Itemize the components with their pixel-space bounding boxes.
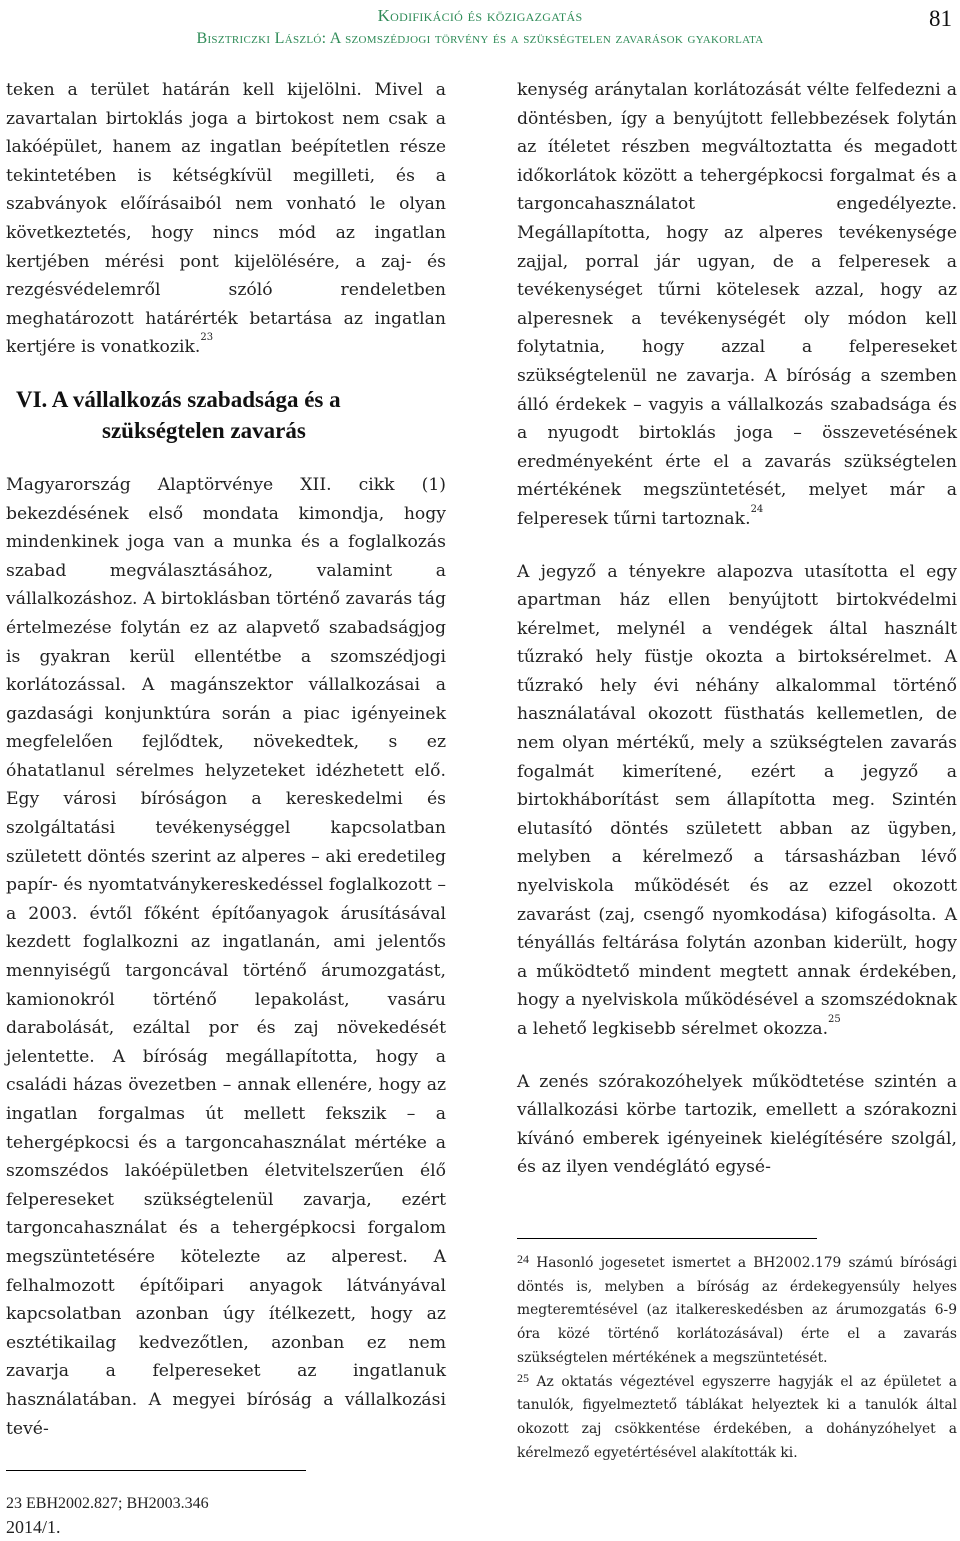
- footnote-25-text: Az oktatás végeztével egyszerre hagyják el az épületet a tanulók, figyelmeztető táblákat helyeztek ki a tanulók által okozott zaj csökkentése érdekében, a dohányzóhelyet a kérelmező egyetértésével alakították ki.: [517, 1373, 957, 1461]
- footnote-25-number: 25: [517, 1370, 529, 1385]
- journal-title: Kodifikáció és közigazgatás: [377, 6, 583, 25]
- footnote-25: [517, 1371, 957, 1466]
- article-title: Bisztriczki László: A szomszédjogi törvény és a szükségtelen zavarások gyakorlata: [196, 30, 764, 47]
- left-paragraph-1: [6, 76, 446, 362]
- right-paragraph-2-text: A jegyző a tényekre alapozva utasította el egy apartman ház ellen benyújtott birtokvédelmi kérelmet, melynél a vendégek által használt tűzrakó hely füstje okozta a birtoksérelmet. A tűzrakó hely évi néhány alkalommal történő használatával okozott füsthatás kellemetlen, de nem olyan mértékű, mely a szükségtelen zavarás fogalmát kimerítené, ezért a jegyző a birtokháborítást sem állapította meg. Szintén elutasító döntés született abban az ügyben, melyben a kérelmező a társasházban lévő nyelviskola működését és az ezzel okozott zavarást (zaj, csengő nyomkodása) kifogásolta. A tényállás feltárása folytán azonban kiderült, hogy a működtető mindent megtett annak érdekében, hogy a nyelviskola működésével a szomszédoknak a lehető legkisebb sérelmet okozza.: [517, 561, 957, 1039]
- left-paragraph-1-text: teken a terület határán kell kijelölni. Mivel a zavartalan birtoklás joga a birtokost nem csak a lakóépület, hanem az ingatlan beépítetlen része tekintetében is kétségkívül megilleti, és a szabványok előírásaiból nem vonható le olyan következtetés, hogy nincs mód az ingatlan kertjében mérési pont kijelölésére, a zaj- és rezgésvédelemről szóló rendeletben meghatározott határérték betartása az ingatlan kertjére is vonatkozik.: [6, 80, 446, 358]
- section-heading-line-2: szükségtelen zavarás: [102, 417, 306, 443]
- right-paragraph-1: [517, 76, 957, 534]
- footnote-24-text: Hasonló jogesetet ismertet a BH2002.179 számú bírósági döntés is, melyben a bíróság az érdekegyensúly helyes megteremtésével (az italkereskedésben az árumozgatás 6-9 óra közé történő korlátozásával) érte el a zavarás szükségtelen mértékének a megszüntetését.: [517, 1255, 957, 1366]
- section-heading-line-1: VI. A vállalkozás szabadsága és a: [16, 386, 341, 412]
- right-paragraph-1-text: kenység aránytalan korlátozását vélte felfedezni a döntésben, így a benyújtott fellebbezések folytán az ítéletet részben megváltoztatta és megadott időkorlátok között a tehergépkocsi forgalmat és a targoncahasználatot engedélyezte. Megállapította, hogy az alperes tevékenysége zajjal, porral jár ugyan, de a felperesek a tevékenységet tűrni kötelesek azzal, hogy az alperesnek a tevékenységét oly módon kell folytatnia, hogy azzal a felpereseket szükségtelenül ne zavarja. A bíróság a szemben álló érdekek – vagyis a vállalkozás szabadsága és a nyugodt birtoklás joga – összevetésének eredményeként érte el a zavarás szükségtelen mértékének megszüntetését, melyet már a felperesek tűrni tartoznak.: [517, 80, 957, 529]
- left-column: [6, 76, 446, 1443]
- footnote-24-number: 24: [517, 1252, 529, 1266]
- footnote-separator-right: [517, 1238, 817, 1239]
- footnote-ref-25[interactable]: 25: [828, 1014, 841, 1025]
- paragraph-gap: [517, 534, 957, 558]
- left-paragraph-2: Magyarország Alaptörvénye XII. cikk (1) bekezdésének első mondata kimondja, hogy mindenkinek joga van a munka és a foglalkozás szabad megválasztásához, valamint a vállalkozáshoz. A birtoklásban történő zavarás tág értelmezése folytán ez az alapvető szabadságjog is gyakran kerül ellentétbe a szomszédjogi korlátozással. A magánszektor vállalkozásai a gazdasági konjunktúra során a piac igényeinek megfelelően fejlődtek, növekedtek, s ez óhatatlanul sérelmes helyzeteket idézhetett elő. Egy városi bíróságon a kereskedelmi és szolgáltatási tevékenységgel kapcsolatban született döntés szerint az alperes – aki eredetileg papír- és nyomtatványkereskedéssel foglalkozott – a 2003. évtől főként építőanyagok árusításával kezdett foglalkozni az ingatlanán, ami jelentős mennyiségű targoncával történő árumozgatást, kamionokról történő lepakolást, vasáru darabolását, ezáltal por és zaj növekedését jelentette. A bíróság megállapította, hogy a családi házas övezetben – annak ellenére, hogy az ingatlan forgalmas út mellett fekszik – a tehergépkocsi és a targoncahasználat mértéke a szomszédos lakóépületben életvitelszerűen élő felpereseket szükségtelenül zavarja, ezért targoncahasználat és a tehergépkocsi forgalom megszüntetésére kötelezte az alperest. A felhalmozott építőipari anyagok látványával kapcsolatban azonban úgy ítélkezett, hogy az esztétikailag kedvezőtlen, azonban ez nem zavarja a felpereseket az ingatlanuk használatában. A megyei bíróság a vállalkozási tevé-: [6, 474, 446, 1439]
- right-column: [517, 76, 957, 1182]
- footnote-ref-24[interactable]: 24: [750, 503, 764, 515]
- page-number: 81: [929, 6, 952, 31]
- footnote-23: 23 EBH2002.827; BH2003.346: [6, 1495, 209, 1512]
- footnote-ref-23[interactable]: 23: [200, 332, 214, 344]
- paragraph-gap: [517, 1044, 957, 1068]
- footnote-separator-left: [6, 1470, 306, 1471]
- right-paragraph-2: [517, 558, 957, 1044]
- right-paragraph-3: A zenés szórakozóhelyek működtetése szintén a vállalkozási körbe tartozik, emellett a szórakozni kívánó emberek igényeinek kielégítésére szolgál, és az ilyen vendéglátó egysé-: [517, 1071, 957, 1178]
- footnotes-right: [517, 1252, 957, 1465]
- issue-footer: 2014/1.: [6, 1517, 61, 1537]
- footnote-24: [517, 1252, 957, 1371]
- section-heading: [16, 384, 446, 446]
